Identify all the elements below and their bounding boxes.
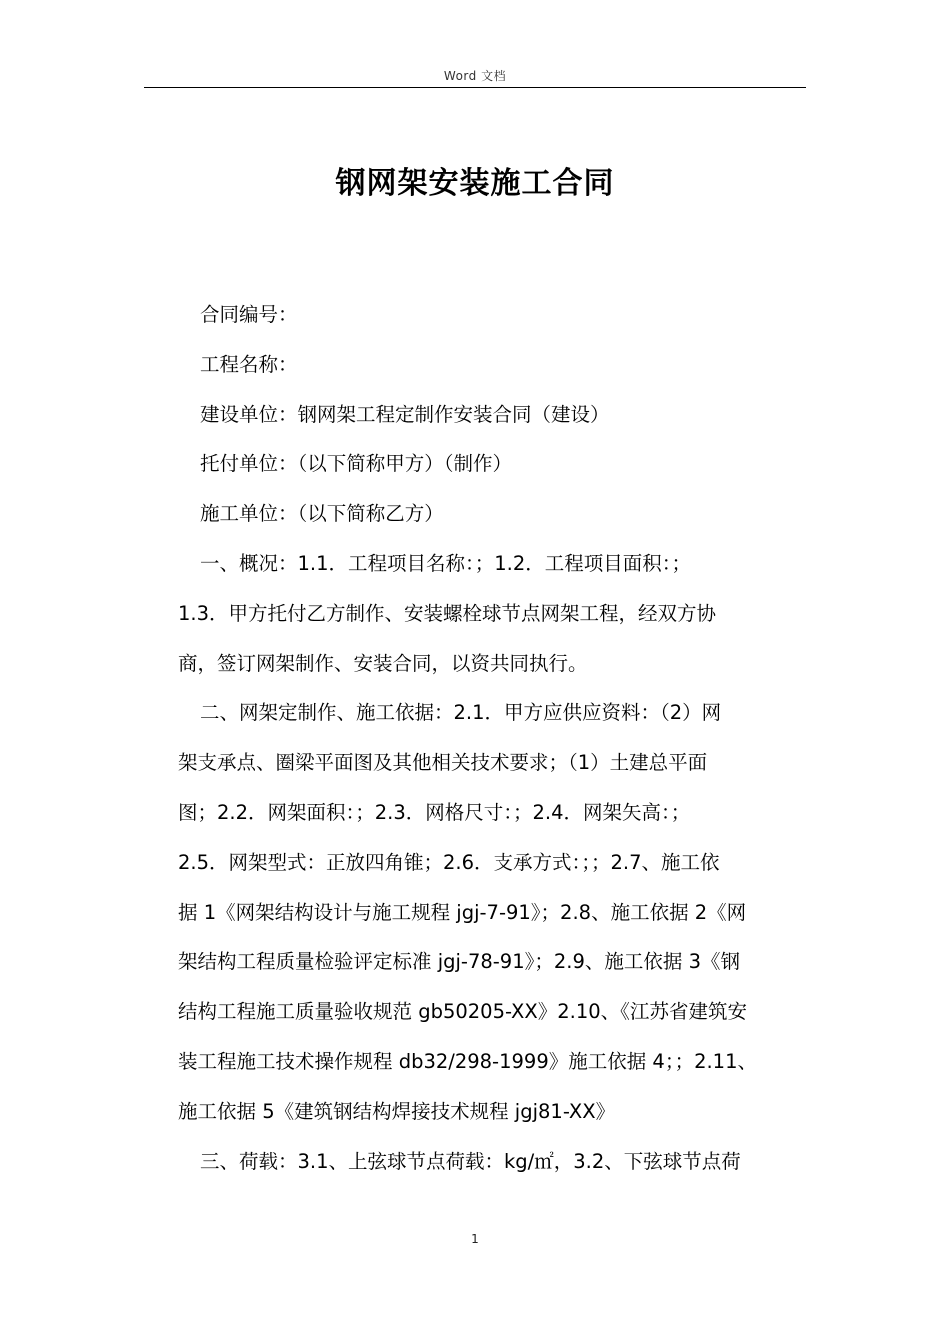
section-1-continuation-line: 1.3．甲方托付乙方制作、安装螺栓球节点网架工程，经双方协 [178, 601, 717, 625]
section-2-continuation-line: 2.5．网架型式：正放四角锥；2.6．支承方式：；；2.7、施工依 [178, 850, 720, 874]
page-number: 1 [471, 1232, 479, 1246]
section-2-continuation-line: 施工依据 5《建筑钢结构焊接技术规程 jgj81-XX》 [178, 1099, 616, 1123]
contract-number-line: 合同编号： [200, 303, 298, 326]
page-header-label: Word 文档 [443, 69, 507, 83]
section-2-continuation-line: 架结构工程质量检验评定标准 jgj-78-91》；2.9、施工依据 3《钢 [178, 950, 740, 974]
header-divider [144, 87, 806, 88]
contractor-unit-line: 施工单位：（以下简称乙方） [200, 502, 444, 526]
project-name-line: 工程名称： [200, 352, 298, 376]
entrusting-unit-line: 托付单位：（以下简称甲方）（制作） [200, 452, 513, 476]
section-2-continuation-line: 架支承点、圈梁平面图及其他相关技术要求；（1）土建总平面 [178, 751, 708, 775]
section-2-continuation-line: 装工程施工技术操作规程 db32/298-1999》施工依据 4；；2.11、 [178, 1049, 757, 1073]
section-1-continuation-line: 商，签订网架制作、安装合同，以资共同执行。 [178, 651, 588, 675]
section-2-line: 二、网架定制作、施工依据：2.1．甲方应供应资料：（2）网 [200, 701, 722, 725]
construction-unit-line: 建设单位：钢网架工程定制作安装合同（建设） [200, 402, 610, 426]
section-2-continuation-line: 图；2.2．网架面积：；2.3．网格尺寸：；2.4．网架矢高：； [178, 800, 691, 824]
contract-body [178, 290, 806, 1186]
section-2-continuation-line: 结构工程施工质量验收规范 gb50205-XX》2.10、《江苏省建筑安 [178, 1000, 747, 1024]
section-1-line: 一、概况：1.1．工程项目名称：；1.2．工程项目面积：； [200, 551, 692, 575]
document-title: 钢网架安装施工合同 [335, 166, 615, 201]
section-2-continuation-line: 据 1《网架结构设计与施工规程 jgj-7-91》；2.8、施工依据 2《网 [178, 900, 747, 924]
section-3-line: 三、荷载：3.1、上弦球节点荷载：kg/㎡，3.2、下弦球节点荷 [200, 1149, 741, 1173]
